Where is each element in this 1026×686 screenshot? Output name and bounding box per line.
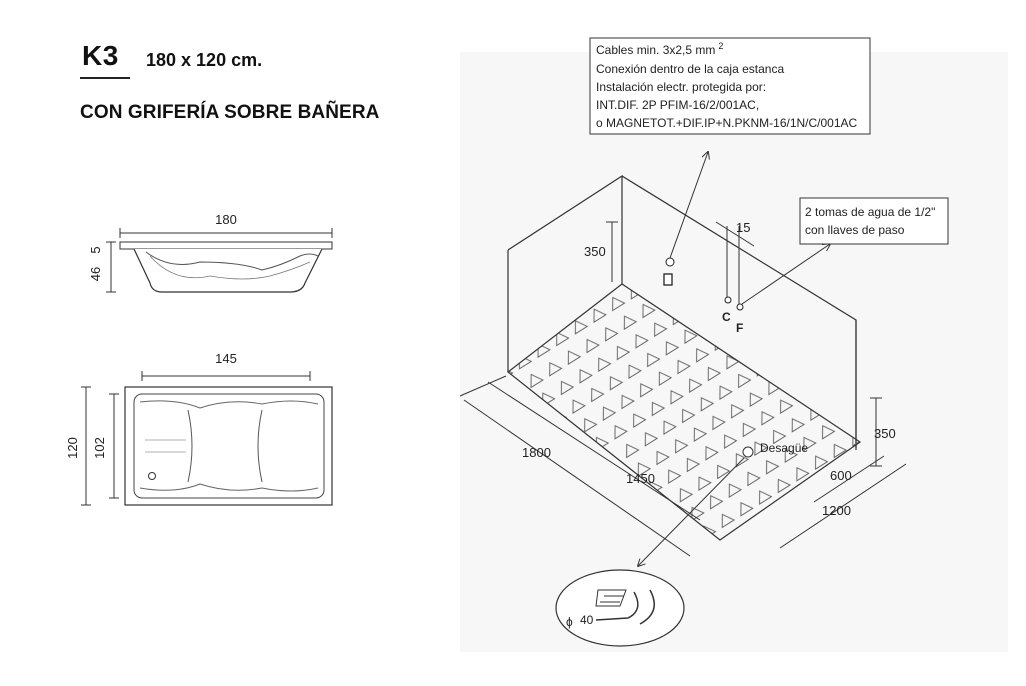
side-length-label: 180 <box>215 212 237 227</box>
electrical-note-line1: Cables min. 3x2,5 mm $^2$ <box>596 41 724 57</box>
tap-spacing-label: 15 <box>736 220 751 235</box>
electrical-note-line3: Instalación electr. protegida por: <box>596 80 767 94</box>
water-note-line1: 2 tomas de agua de 1/2" <box>805 205 936 219</box>
top-inner-width-label: 102 <box>92 437 107 459</box>
top-drain-icon <box>149 473 156 480</box>
diameter-symbol: ϕ <box>566 615 573 629</box>
electrical-note-line4: INT.DIF. 2P PFIM-16/2/001AC, <box>596 98 760 112</box>
side-tub-body <box>134 249 322 292</box>
top-outer-width-label: 120 <box>65 437 80 459</box>
drain-label: Desagüe <box>760 441 809 455</box>
drain-offset-label: 600 <box>830 468 852 483</box>
hot-label: C <box>722 310 731 324</box>
cold-tap-icon <box>737 304 743 310</box>
top-inner-length-label: 145 <box>215 351 237 366</box>
hot-tap-icon <box>725 297 731 303</box>
electrical-note-line5: o MAGNETOT.+DIF.IP+N.PKNM-16/1N/C/001AC <box>596 116 858 130</box>
model-code: K3 <box>82 40 119 71</box>
top-inner-basin <box>134 394 324 498</box>
socket-height-label: 350 <box>584 244 606 259</box>
electrical-box-icon <box>664 274 672 285</box>
drain-detail-ellipse <box>556 570 684 646</box>
drain-icon <box>743 447 753 457</box>
side-height-label: 46 <box>88 266 103 282</box>
side-rim <box>120 242 332 249</box>
model-size: 180 x 120 cm. <box>146 50 263 70</box>
width-label: 1200 <box>822 503 851 518</box>
cold-label: F <box>736 321 744 335</box>
inner-length-label: 1450 <box>626 471 655 486</box>
drain-diameter-label: 40 <box>580 613 594 627</box>
side-rim-label: 5 <box>88 246 103 254</box>
installation-view <box>460 38 1008 652</box>
model-subtitle: CON GRIFERÍA SOBRE BAÑERA <box>80 102 380 123</box>
power-socket-icon <box>666 258 674 266</box>
total-length-label: 1800 <box>522 445 551 460</box>
wall-height-label: 350 <box>874 426 896 441</box>
water-note-line2: con llaves de paso <box>805 223 905 237</box>
electrical-note-line2: Conexión dentro de la caja estanca <box>596 62 785 76</box>
top-view <box>65 351 332 505</box>
side-view <box>88 212 332 292</box>
